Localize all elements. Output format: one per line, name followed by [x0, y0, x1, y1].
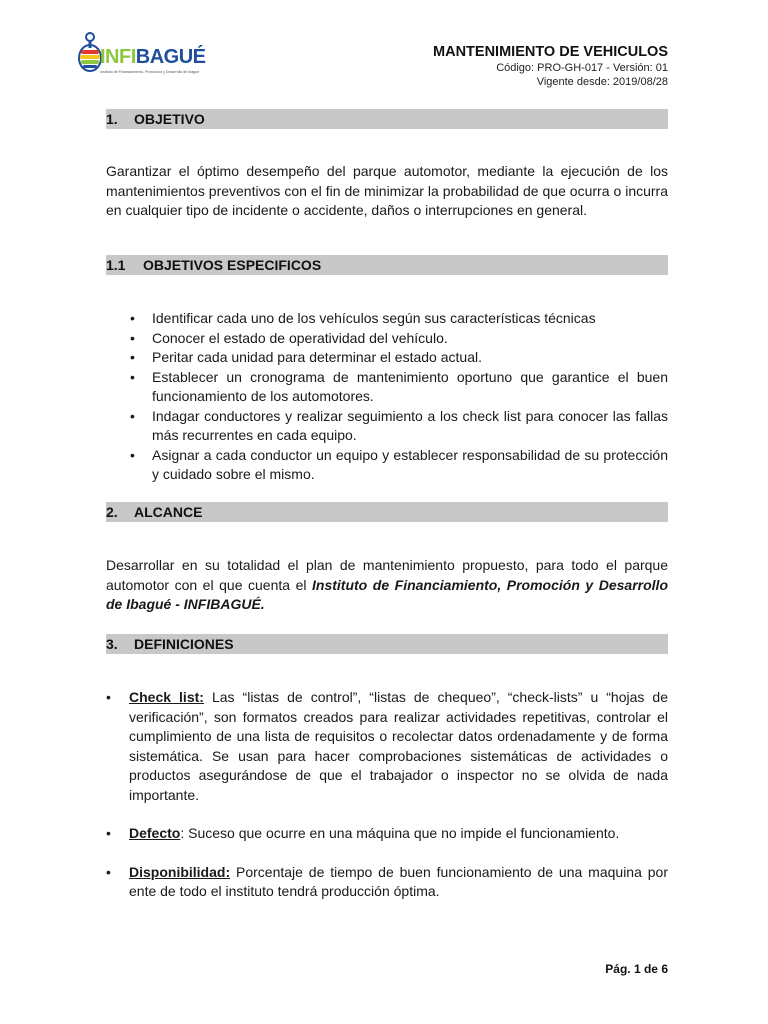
- section-title: ALCANCE: [134, 504, 203, 520]
- logo-word-part1: INFI: [100, 46, 136, 68]
- list-item: • Asignar a cada conductor un equipo y establecer responsabilidad de su protección y cuidado sobre el mismo.: [106, 446, 668, 485]
- objetivos-especificos-list: [106, 309, 668, 485]
- logo-wordmark: [100, 46, 206, 69]
- list-item: • Establecer un cronograma de mantenimiento oportuno que garantice el buen funcionamiento de los automotores.: [106, 368, 668, 407]
- section-number: 1.1: [106, 257, 126, 273]
- definition-item: [106, 688, 668, 805]
- section-bar-alcance: [106, 502, 668, 522]
- alcance-institution-name: Instituto de Financiamiento, Promoción y Desarrollo de Ibagué - INFIBAGUÉ.: [106, 576, 668, 612]
- section-number: 2.: [106, 504, 118, 520]
- section-bar-objetivos-especificos: [106, 255, 668, 275]
- section-bar-objetivo: [106, 109, 668, 129]
- logo-tagline: Instituto de Financiamiento, Promoción y Desarrollo de Ibagué: [100, 70, 200, 74]
- definition-item: [106, 863, 668, 902]
- infibague-logo: [76, 28, 216, 86]
- page-number: Pág. 1 de 6: [605, 962, 668, 976]
- definition-text: Porcentaje de tiempo de buen funcionamiento de una maquina por ente de todo el instituto tendrá producción óptima.: [129, 863, 668, 899]
- section-title: OBJETIVO: [134, 111, 205, 127]
- document-title: MANTENIMIENTO DE VEHICULOS: [433, 44, 668, 60]
- definition-text: : Suceso que ocurre en una máquina que no impide el funcionamiento.: [180, 825, 620, 841]
- section-number: 1.: [106, 111, 118, 127]
- section-bar-definiciones: [106, 634, 668, 654]
- document-code: Código: PRO-GH-017 - Versión: 01: [496, 62, 668, 74]
- logo-word-part2: BAGUÉ: [135, 46, 206, 68]
- document-valid-date: Vigente desde: 2019/08/28: [536, 76, 668, 88]
- definition-term: Disponibilidad:: [129, 863, 231, 880]
- document-header: [433, 44, 668, 88]
- section-number: 3.: [106, 636, 118, 652]
- list-item: • Identificar cada uno de los vehículos según sus características técnicas: [106, 309, 668, 329]
- list-item: • Conocer el estado de operatividad del vehículo.: [106, 329, 668, 349]
- definition-text: Las “listas de control”, “listas de chequeo”, “check-lists” u “hojas de verificación”, son formatos creados para realizar actividades repetitivas, controlar el cumplimiento de una lista de requisitos o recolectar datos ordenadamente y de forma sistemática. Se usan para hacer comprobaciones sistemáticas de actividades o productos asegurándose de que el trabajador o inspector no se olvida de nada importante.: [129, 689, 668, 803]
- list-item: • Indagar conductores y realizar seguimiento a los check list para conocer las fallas más recurrentes en cada equipo.: [106, 407, 668, 446]
- alcance-text: Desarrollar en su totalidad el plan de mantenimiento propuesto, para todo el parque automotor con el que cuenta el: [106, 557, 668, 593]
- definition-term: Defecto: [129, 825, 181, 841]
- definition-item: [106, 824, 668, 844]
- alcance-paragraph: [106, 556, 668, 615]
- objetivo-paragraph: Garantizar el óptimo desempeño del parque automotor, mediante la ejecución de los mantenimientos preventivos con el fin de minimizar la probabilidad de que ocurra o incurra en cualquier tipo de incidente o accidente, daños o interrupciones en general.: [106, 163, 668, 218]
- section-title: DEFINICIONES: [134, 636, 234, 652]
- definiciones-list: [106, 688, 668, 921]
- list-item: • Peritar cada unidad para determinar el estado actual.: [106, 348, 668, 368]
- definition-term: Check list:: [129, 689, 204, 705]
- section-title: OBJETIVOS ESPECIFICOS: [143, 257, 322, 273]
